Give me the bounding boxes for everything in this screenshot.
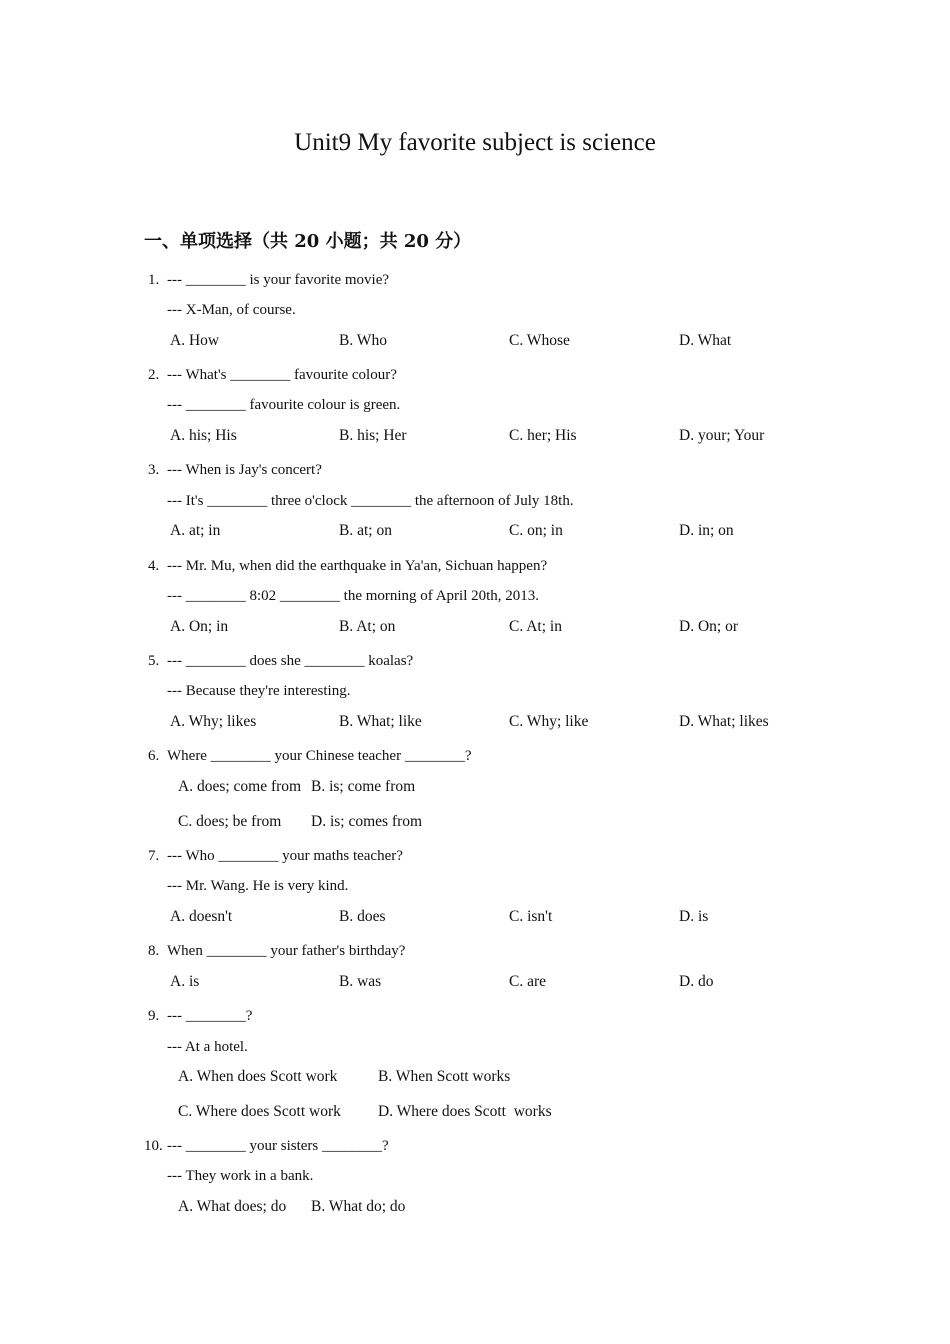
answer-line: --- ________ 8:02 ________ the morning of April 20th, 2013.: [167, 588, 540, 604]
option-d[interactable]: D. Where does Scott works: [378, 1103, 552, 1120]
option-d[interactable]: D. your; Your: [679, 427, 765, 444]
option-c[interactable]: C. does; be from: [178, 813, 282, 830]
option-d[interactable]: D. in; on: [679, 522, 734, 539]
question-text: --- Mr. Mu, when did the earthquake in Ya'an, Sichuan happen?: [167, 558, 548, 574]
option-b[interactable]: B. was: [339, 973, 382, 990]
option-b[interactable]: B. his; Her: [339, 427, 407, 444]
option-a[interactable]: A. When does Scott work: [178, 1068, 338, 1085]
option-c[interactable]: C. Where does Scott work: [178, 1103, 341, 1120]
option-d[interactable]: D. is; comes from: [311, 813, 423, 830]
question-number: 6.: [148, 748, 160, 764]
option-b[interactable]: B. does: [339, 908, 386, 925]
question-number: 5.: [148, 653, 160, 669]
option-c[interactable]: C. At; in: [509, 618, 562, 635]
question-text: --- ________?: [167, 1008, 253, 1024]
question-number: 1.: [148, 272, 160, 288]
option-a[interactable]: A. What does; do: [178, 1198, 287, 1215]
option-c[interactable]: C. on; in: [509, 522, 563, 539]
option-b[interactable]: B. Who: [339, 332, 387, 349]
option-a[interactable]: A. is: [170, 973, 200, 990]
option-d[interactable]: D. is: [679, 908, 709, 925]
page-title: Unit9 My favorite subject is science: [294, 129, 656, 156]
question-number: 9.: [148, 1008, 160, 1024]
option-a[interactable]: A. How: [170, 332, 220, 349]
option-b[interactable]: B. What; like: [339, 713, 422, 730]
answer-line: --- Because they're interesting.: [167, 683, 351, 699]
answer-line: --- ________ favourite colour is green.: [167, 397, 401, 413]
answer-line: --- They work in a bank.: [167, 1168, 314, 1184]
question-text: When ________ your father's birthday?: [167, 943, 406, 959]
option-d[interactable]: D. What; likes: [679, 713, 769, 730]
option-d[interactable]: D. On; or: [679, 618, 738, 635]
option-d[interactable]: D. do: [679, 973, 714, 990]
option-a[interactable]: A. does; come from: [178, 778, 302, 795]
option-c[interactable]: C. her; His: [509, 427, 577, 444]
option-c[interactable]: C. Why; like: [509, 713, 589, 730]
option-b[interactable]: B. What do; do: [311, 1198, 406, 1215]
question-number: 8.: [148, 943, 160, 959]
option-b[interactable]: B. at; on: [339, 522, 392, 539]
question-text: --- When is Jay's concert?: [167, 462, 322, 478]
question-text: --- What's ________ favourite colour?: [167, 367, 397, 383]
option-a[interactable]: A. On; in: [170, 618, 229, 635]
question-number: 2.: [148, 367, 160, 383]
question-number: 3.: [148, 462, 160, 478]
option-b[interactable]: B. When Scott works: [378, 1068, 511, 1085]
question-text: Where ________ your Chinese teacher ________?: [167, 748, 472, 764]
question-text: --- ________ your sisters ________?: [167, 1138, 389, 1154]
question-text: --- Who ________ your maths teacher?: [167, 848, 403, 864]
question-number: 7.: [148, 848, 160, 864]
question-number: 10.: [144, 1138, 163, 1154]
option-a[interactable]: A. Why; likes: [170, 713, 257, 730]
question-text: --- ________ does she ________ koalas?: [167, 653, 414, 669]
section-heading: 一、单项选择（共 20 小题；共 20 分）: [144, 231, 472, 252]
option-b[interactable]: B. At; on: [339, 618, 396, 635]
option-a[interactable]: A. doesn't: [170, 908, 233, 925]
option-c[interactable]: C. isn't: [509, 908, 553, 925]
answer-line: --- X-Man, of course.: [167, 302, 296, 318]
option-b[interactable]: B. is; come from: [311, 778, 416, 795]
answer-line: --- Mr. Wang. He is very kind.: [167, 878, 349, 894]
option-c[interactable]: C. are: [509, 973, 547, 990]
question-number: 4.: [148, 558, 160, 574]
option-c[interactable]: C. Whose: [509, 332, 570, 349]
option-a[interactable]: A. at; in: [170, 522, 221, 539]
answer-line: --- It's ________ three o'clock ________ the afternoon of July 18th.: [167, 493, 574, 509]
answer-line: --- At a hotel.: [167, 1039, 248, 1055]
option-d[interactable]: D. What: [679, 332, 732, 349]
question-text: --- ________ is your favorite movie?: [167, 272, 390, 288]
option-a[interactable]: A. his; His: [170, 427, 237, 444]
